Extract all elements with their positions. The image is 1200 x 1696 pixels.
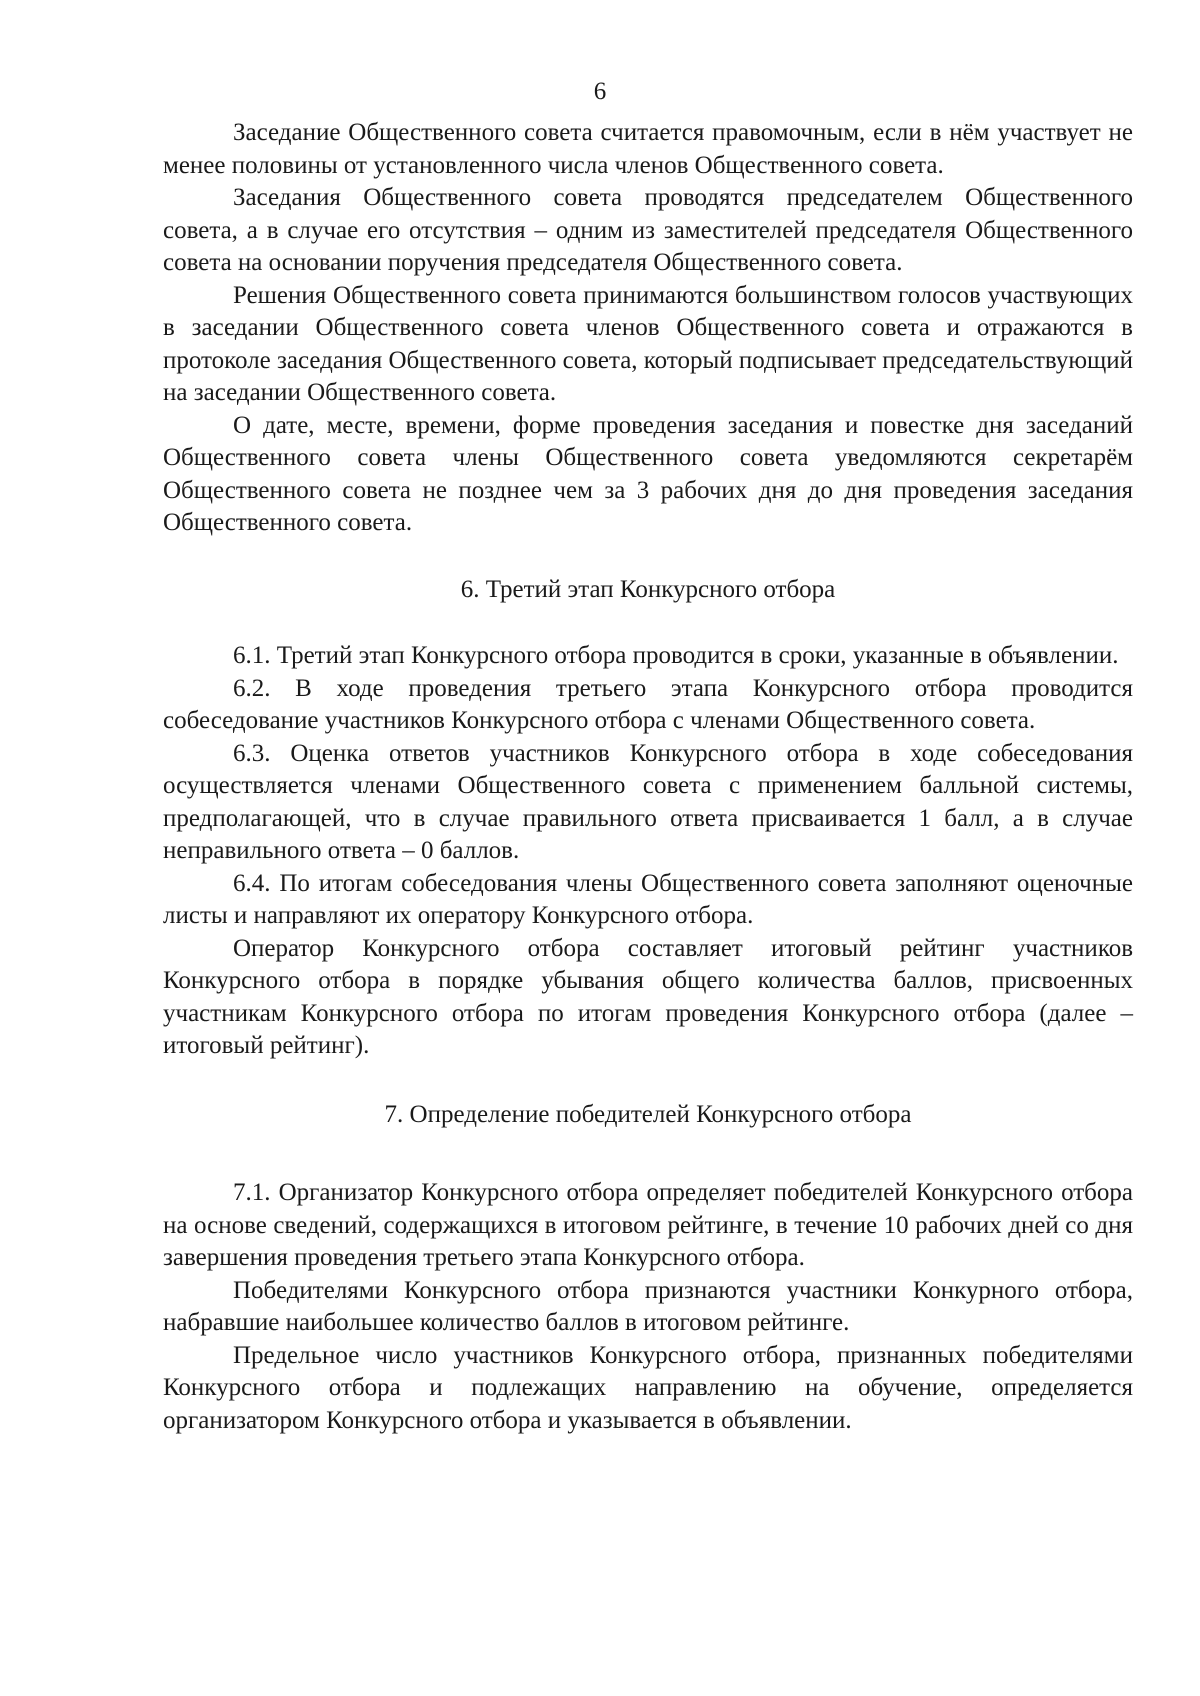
paragraph-quorum: Заседание Общественного совета считается правомочным, если в нём участвует не менее половины от установленного числа членов Общественного совета. <box>163 119 1133 179</box>
clause-6-4: 6.4. По итогам собеседования члены Общественного совета заполняют оценочные листы и направляют их оператору Конкурсного отбора. <box>163 869 1133 929</box>
paragraph-winner-limit: Предельное число участников Конкурсного отбора, признанных победителями Конкурсного отбора и подлежащих направлению на обучение, определяется организатором Конкурсного отбора и указывается в объявлении. <box>163 1341 1133 1434</box>
clause-7-1: 7.1. Организатор Конкурсного отбора определяет победителей Конкурсного отбора на основе сведений, содержащихся в итоговом рейтинге, в течение 10 рабочих дней со дня завершения проведения третьего этапа Конкурсного отбора. <box>163 1179 1133 1271</box>
clause-6-3: 6.3. Оценка ответов участников Конкурсного отбора в ходе собеседования осуществляется членами Общественного совета с применением балльной системы, предполагающей, что в случае правильного ответа присваивается 1 балл, а в случае неправильного ответа – 0 баллов. <box>163 739 1133 864</box>
paragraph-decisions: Решения Общественного совета принимаются большинством голосов участвующих в заседании Общественного совета членов Общественного совета и отражаются в протоколе заседания Общественного совета, который подписывает председательствующий на заседании Общественного совета. <box>163 281 1134 406</box>
paragraph-final-rating: Оператор Конкурсного отбора составляет итоговый рейтинг участников Конкурсного отбора в порядке убывания общего количества баллов, присвоенных участникам Конкурсного отбора по итогам проведения Конкурсного отбора (далее – итоговый рейтинг). <box>163 934 1133 1059</box>
paragraph-winners: Победителями Конкурсного отбора признаются участники Конкурного отбора, набравшие наибольшее количество баллов в итоговом рейтинге. <box>163 1276 1133 1336</box>
section-heading-7: 7. Определение победителей Конкурсного отбора <box>384 1100 912 1128</box>
paragraph-meeting-chair: Заседания Общественного совета проводятся председателем Общественного совета, а в случае его отсутствия – одним из заместителей председателя Общественного совета на основании поручения председателя Общественного совета. <box>163 184 1133 276</box>
paragraph-notification: О дате, месте, времени, форме проведения заседания и повестке дня заседаний Общественного совета члены Общественного совета уведомляются секретарём Общественного совета не позднее чем за 3 рабочих дня до дня проведения заседания Общественного совета. <box>163 411 1133 536</box>
page-content <box>163 117 1133 1437</box>
page-number: 6 <box>593 78 607 105</box>
clause-6-1: 6.1. Третий этап Конкурсного отбора проводится в сроки, указанные в объявлении. <box>233 642 1119 669</box>
section-heading-6: 6. Третий этап Конкурсного отбора <box>460 575 836 603</box>
clause-6-2: 6.2. В ходе проведения третьего этапа Конкурсного отбора проводится собеседование участников Конкурсного отбора с членами Общественного совета. <box>163 674 1133 734</box>
